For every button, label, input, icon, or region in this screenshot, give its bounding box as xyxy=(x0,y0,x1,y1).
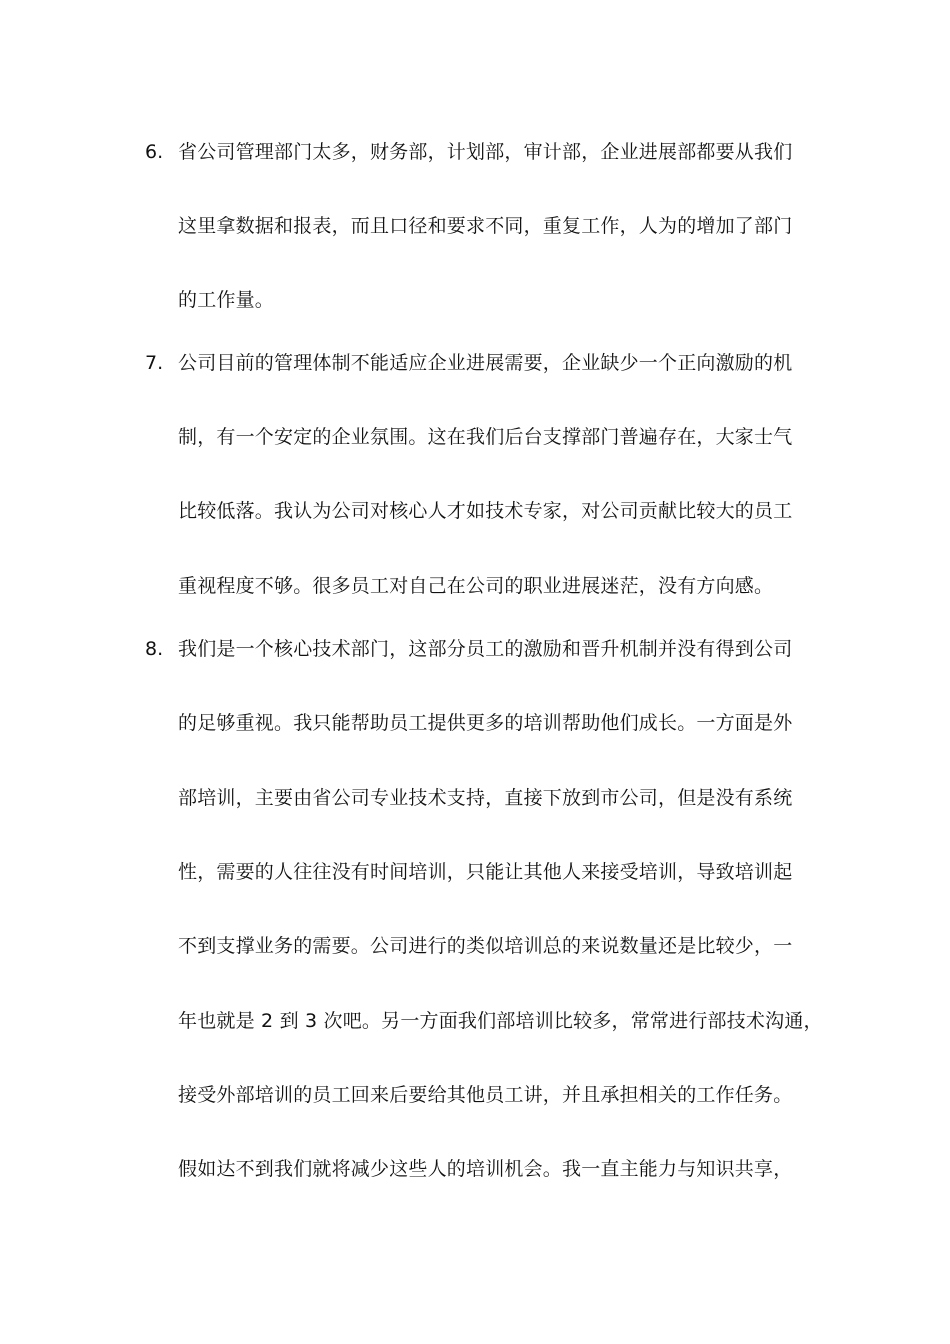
item-7-line-4: 重视程度不够。很多员工对自己在公司的职业进展迷茫，没有方向感。 xyxy=(178,575,774,597)
item-8-line-6: 年也就是 2 到 3 次吧。另一方面我们部培训比较多，常常进行部技术沟通， xyxy=(178,1010,823,1032)
item-6-number: 6. xyxy=(145,141,164,163)
item-8-line-1: 我们是一个核心技术部门，这部分员工的激励和晋升机制并没有得到公司 xyxy=(178,638,793,660)
item-8-line-5: 不到支撑业务的需要。公司进行的类似培训总的来说数量还是比较少，一 xyxy=(178,935,793,957)
item-7-number: 7. xyxy=(145,352,164,374)
item-6-line-1: 省公司管理部门太多，财务部，计划部，审计部，企业进展部都要从我们 xyxy=(178,141,793,163)
item-8-line-3: 部培训，主要由省公司专业技术支持，直接下放到市公司，但是没有系统 xyxy=(178,787,793,809)
item-7-line-2: 制，有一个安定的企业氛围。这在我们后台支撑部门普遍存在，大家士气 xyxy=(178,426,793,448)
item-6-line-2: 这里拿数据和报表，而且口径和要求不同，重复工作，人为的增加了部门 xyxy=(178,215,793,237)
item-8-line-8: 假如达不到我们就将减少这些人的培训机会。我一直主能力与知识共享， xyxy=(178,1158,793,1180)
item-7-line-3: 比较低落。我认为公司对核心人才如技术专家，对公司贡献比较大的员工 xyxy=(178,500,793,522)
item-6-line-3: 的工作量。 xyxy=(178,289,275,311)
item-8-line-4: 性，需要的人往往没有时间培训，只能让其他人来接受培训，导致培训起 xyxy=(178,861,793,883)
item-8-line-7: 接受外部培训的员工回来后要给其他员工讲，并且承担相关的工作任务。 xyxy=(178,1084,793,1106)
item-7-line-1: 公司目前的管理体制不能适应企业进展需要，企业缺少一个正向激励的机 xyxy=(178,352,793,374)
item-8-number: 8. xyxy=(145,638,164,660)
item-8-line-2: 的足够重视。我只能帮助员工提供更多的培训帮助他们成长。一方面是外 xyxy=(178,712,793,734)
